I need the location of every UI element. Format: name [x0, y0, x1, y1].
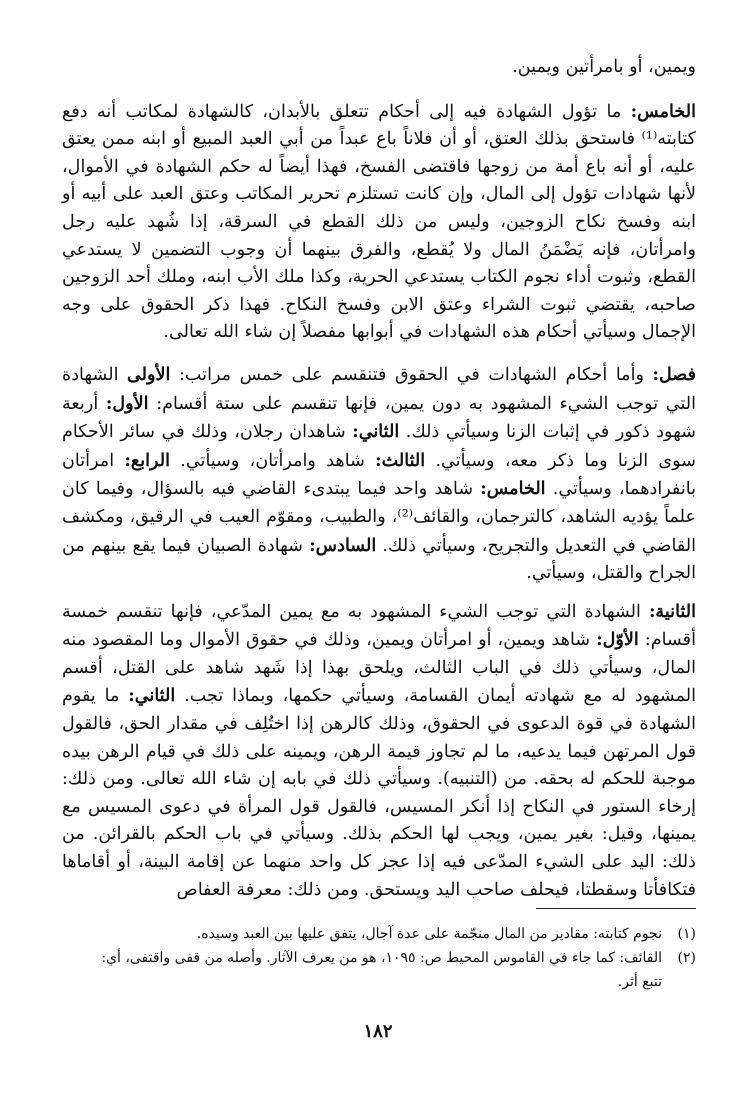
footnote-2	[56, 946, 696, 994]
footnote-divider	[536, 908, 696, 909]
label-khamis-2: الخامس:	[480, 478, 546, 500]
text-segment: أربعة شهود ذكور في إثبات الزنا وسيأتي ذلك.	[62, 393, 696, 443]
text-segment: وأما أحكام الشهادات في الحقوق فتنقسم على خمس مراتب:	[170, 364, 653, 385]
label-awwal-2: الأوّل:	[596, 629, 639, 651]
text-segment: شاهد واحد فيما يبتدىء القاضي فيه بالسؤال، وفيما كان علماً يؤديه الشاهد، كالترجمان، والقائف⁽²⁾، والطبيب، ومقوّم العيب في الرقيق، ومكشف القاضي في التعديل والتجريح، وسيأتي ذلك.	[62, 479, 696, 556]
footnote-text-continuation: تتبع أثر.	[617, 974, 662, 990]
label-fasl: فصل:	[652, 363, 697, 385]
footnote-number: (٢)	[677, 950, 696, 966]
text-segment: شاهدان رجلان، وذلك في سائر الأحكام سوى الزنا وما ذكر معه، وسيأتي.	[62, 422, 697, 471]
label-rabi: الرابع:	[124, 449, 170, 471]
text-segment: شهادة الصبيان فيما يقع بينهم من الجراح والقتل، وسيأتي.	[62, 535, 696, 584]
text-segment: الشهادة التي توجب الشيء المشهود به مع يمين المدّعي، فإنها تنقسم خمسة أقسام:	[62, 601, 696, 651]
label-sadis: السادس:	[309, 534, 377, 556]
label-thani-2: الثاني:	[128, 685, 176, 707]
label-khamis: الخامس:	[630, 100, 696, 122]
paragraph-fifth-category	[62, 98, 696, 347]
paragraph-second-rank	[62, 598, 696, 905]
paragraph-fasl	[62, 361, 696, 588]
text-segment: ما يقوم الشهادة في قوة الدعوى في الحقوق، وذلك كالرهن إذا اختُلِف في مقدار الحق، فالقول قول المرتهن فيما يدعيه، ما لم تجاوز قيمة الرهن، ويمينه على ذلك في قيام الرهن بيده موجبة للحكم له بحقه. من (التنبيه). وسيأتي ذلك في بابه إن شاء الله تعالى. ومن ذلك: إرخاء الستور في النكاح إذا أنكر المسيس، فالقول قول المرأة في دعوى المسيس مع يمينها، وقيل: بغير يمين، ويجب لها الحكم بذلك. وسيأتي في باب الحكم بالقرائن. من ذلك: اليد على الشيء المدّعى فيه إذا عجز كل واحد منهما عن إقامة البينة، أو أقاماها فتكافأتا وسقطتا، فيحلف صاحب اليد ويستحق. ومن ذلك: معرفة العفاص	[62, 686, 696, 900]
paragraph-continuation: ويمين، أو بامرأتين ويمين.	[512, 57, 696, 77]
label-awla: الأولى	[127, 363, 171, 385]
text-segment: امرأتان بانفرادهما، وسيأتي.	[62, 450, 696, 500]
text-segment: الشهادة التي توجب الشيء المشهود به دون يمين، فإنها تنقسم على ستة أقسام:	[62, 364, 697, 414]
label-thalith: الثالث:	[375, 449, 426, 471]
paragraph-text: ما تؤول الشهادة فيه إلى أحكام تتعلق بالأبدان، كالشهادة لمكاتب أنه دفع كتابته⁽¹⁾ فاستحق بذلك العتق، أو أن فلاناً باع عبداً من أبي العبد المبيع أو ابنه ممن يعتق عليه، أو أنه باع أمة من زوجها فاقتضى الفسخ، فهذا أيضاً له حكم الشهادة في الأموال، لأنها شهادات تؤول إلى المال، وإن كانت تستلزم تحرير المكاتب وعتق العبد على أبيه أو ابنه وفسخ نكاح الزوجين، وليس من ذلك القطع في السرقة، إذا شُهد عليه رجل وامرأتان، فإنه يَضْمَنُ المال ولا يُقطع، والفرق بينهما أن وجوب التضمين لا يستدعي القطع، وثبوت أداء نجوم الكتاب يستدعي الحرية، وكذا ملك الأب ابنه، وملك أحد الزوجين صاحبه، يقتضي ثبوت الشراء وعتق الابن وفسخ النكاح. فهذا ذكر الحقوق على وجه الإجمال وسيأتي أحكام هذه الشهادات في أبوابها مفصلاً إن شاء الله تعالى.	[62, 101, 696, 343]
text-segment: شاهد وامرأتان، وسيأتي.	[170, 450, 376, 471]
label-thani: الثاني:	[352, 421, 400, 443]
footnote-text: القائف: كما جاء في القاموس المحيط ص: ١٠٩٥، هو من يعرف الآثار. وأصله من قفى واقتفى، أي:	[101, 950, 662, 966]
label-awwal: الأول:	[105, 392, 149, 414]
footnote-1	[56, 922, 696, 946]
footnote-number: (١)	[677, 926, 696, 942]
page-number: ١٨٢	[363, 1021, 393, 1042]
label-thaniya: الثانية:	[648, 600, 696, 622]
text-segment: شاهد ويمين، أو امرأتان ويمين، وذلك في حقوق الأموال وما المقصود منه المال، وسيأتي ذلك في الباب الثالث، ويلحق بهذا إذا شَهد شاهد على القتل، أقسم المشهود له مع شهادته أيمان القسامة، وسيأتي حكمها، وبماذا تجب.	[62, 630, 696, 707]
footnote-text: نجوم كتابته: مقادير من المال منجّمة على عدة آجال، يتفق عليها بين العبد وسيده.	[196, 926, 662, 942]
